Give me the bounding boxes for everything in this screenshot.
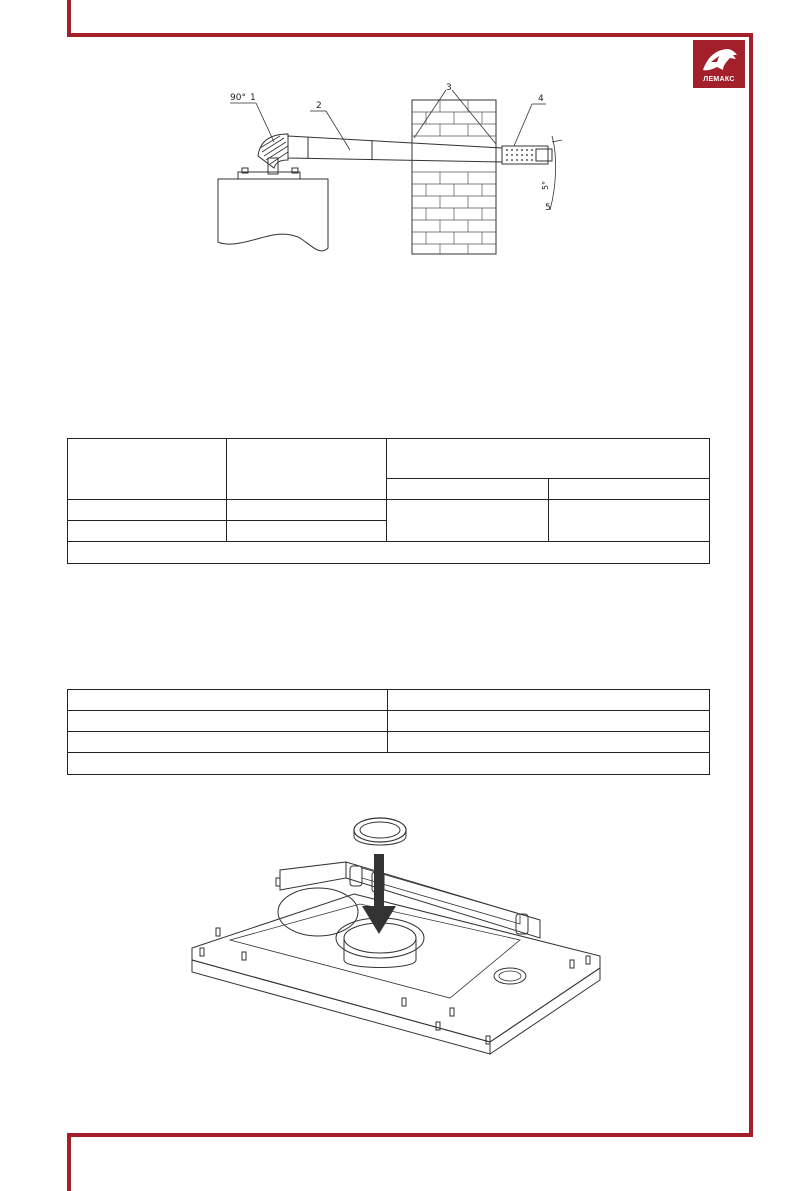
- table-one-cell: [68, 439, 227, 500]
- angle-label: 90°: [230, 93, 246, 103]
- callout-5: 5: [545, 203, 551, 213]
- mounting-plate-diagram: [180, 810, 610, 1060]
- frame-right-rule: [749, 33, 753, 1137]
- table-two-cell: [387, 690, 710, 711]
- brand-logo-text: ЛЕМАКС: [703, 76, 735, 83]
- callout-4: 4: [538, 94, 544, 104]
- table-two-cell: [68, 753, 710, 775]
- table-one-cell: [68, 500, 227, 521]
- brand-logo: [693, 40, 745, 88]
- table-one-cell: [549, 479, 710, 500]
- frame-bottom-edge: [67, 1133, 71, 1191]
- chimney-installation-diagram: [200, 78, 590, 258]
- table-two-cell: [68, 732, 388, 753]
- callout-2: 2: [316, 101, 322, 111]
- table-one-cell: [226, 521, 387, 542]
- table-one-cell: [226, 439, 387, 500]
- table-one-cell: [549, 500, 710, 542]
- callout-1: 1: [250, 93, 256, 103]
- table-one-cell: [387, 439, 710, 479]
- table-one-cell: [226, 500, 387, 521]
- table-one-cell: [68, 542, 710, 564]
- arrow-down-icon: [362, 854, 396, 934]
- table-two-cell: [387, 732, 710, 753]
- table-two-cell: [68, 711, 388, 732]
- table-one-cell: [387, 479, 549, 500]
- table-two: [67, 689, 710, 775]
- frame-bottom-rule: [67, 1133, 753, 1137]
- slope-label: 5°: [541, 180, 550, 190]
- frame-top-rule: [67, 33, 753, 37]
- table-two-cell: [68, 690, 388, 711]
- table-one-cell: [68, 521, 227, 542]
- table-one-cell: [387, 500, 549, 542]
- table-two-cell: [387, 711, 710, 732]
- frame-top-edge: [67, 0, 71, 36]
- callout-3: 3: [446, 83, 452, 93]
- table-one: [67, 438, 710, 564]
